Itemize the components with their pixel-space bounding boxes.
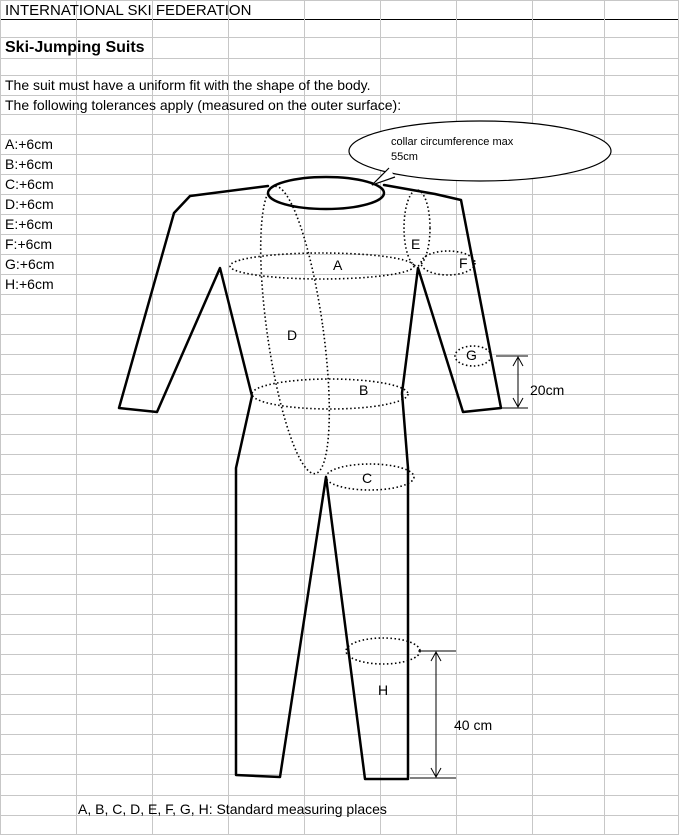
tolerance-e: E:+6cm bbox=[5, 216, 53, 232]
tolerance-c: C:+6cm bbox=[5, 176, 54, 192]
tolerance-a: A:+6cm bbox=[5, 136, 53, 152]
intro-line-1: The suit must have a uniform fit with the shape of the body. bbox=[5, 77, 371, 93]
leg-dim-label: 40 cm bbox=[454, 717, 493, 733]
tolerance-d: D:+6cm bbox=[5, 196, 54, 212]
label-c: C bbox=[362, 470, 373, 486]
tolerance-f: F:+6cm bbox=[5, 236, 53, 252]
tolerance-b: B:+6cm bbox=[5, 156, 53, 172]
measure-a-ellipse bbox=[230, 253, 414, 279]
label-f: F bbox=[459, 255, 468, 271]
label-b: B bbox=[359, 382, 369, 398]
sleeve-dim-label: 20cm bbox=[530, 382, 565, 398]
label-g: G bbox=[466, 347, 477, 363]
measure-e-ellipse bbox=[404, 190, 430, 266]
tolerance-g: G:+6cm bbox=[5, 256, 55, 272]
collar-callout-line2: 55cm bbox=[391, 151, 418, 163]
intro-line-2: The following tolerances apply (measured on the outer surface): bbox=[5, 97, 402, 113]
organization-header: INTERNATIONAL SKI FEDERATION bbox=[5, 2, 252, 19]
page-title: Ski-Jumping Suits bbox=[5, 39, 145, 56]
tolerance-h: H:+6cm bbox=[5, 276, 54, 292]
collar-callout-line1: collar circumference max bbox=[391, 136, 514, 148]
label-e: E bbox=[411, 236, 421, 252]
label-a: A bbox=[333, 257, 343, 273]
label-h: H bbox=[378, 682, 389, 698]
label-d: D bbox=[287, 327, 298, 343]
footer-note: A, B, C, D, E, F, G, H: Standard measuring places bbox=[78, 801, 387, 817]
